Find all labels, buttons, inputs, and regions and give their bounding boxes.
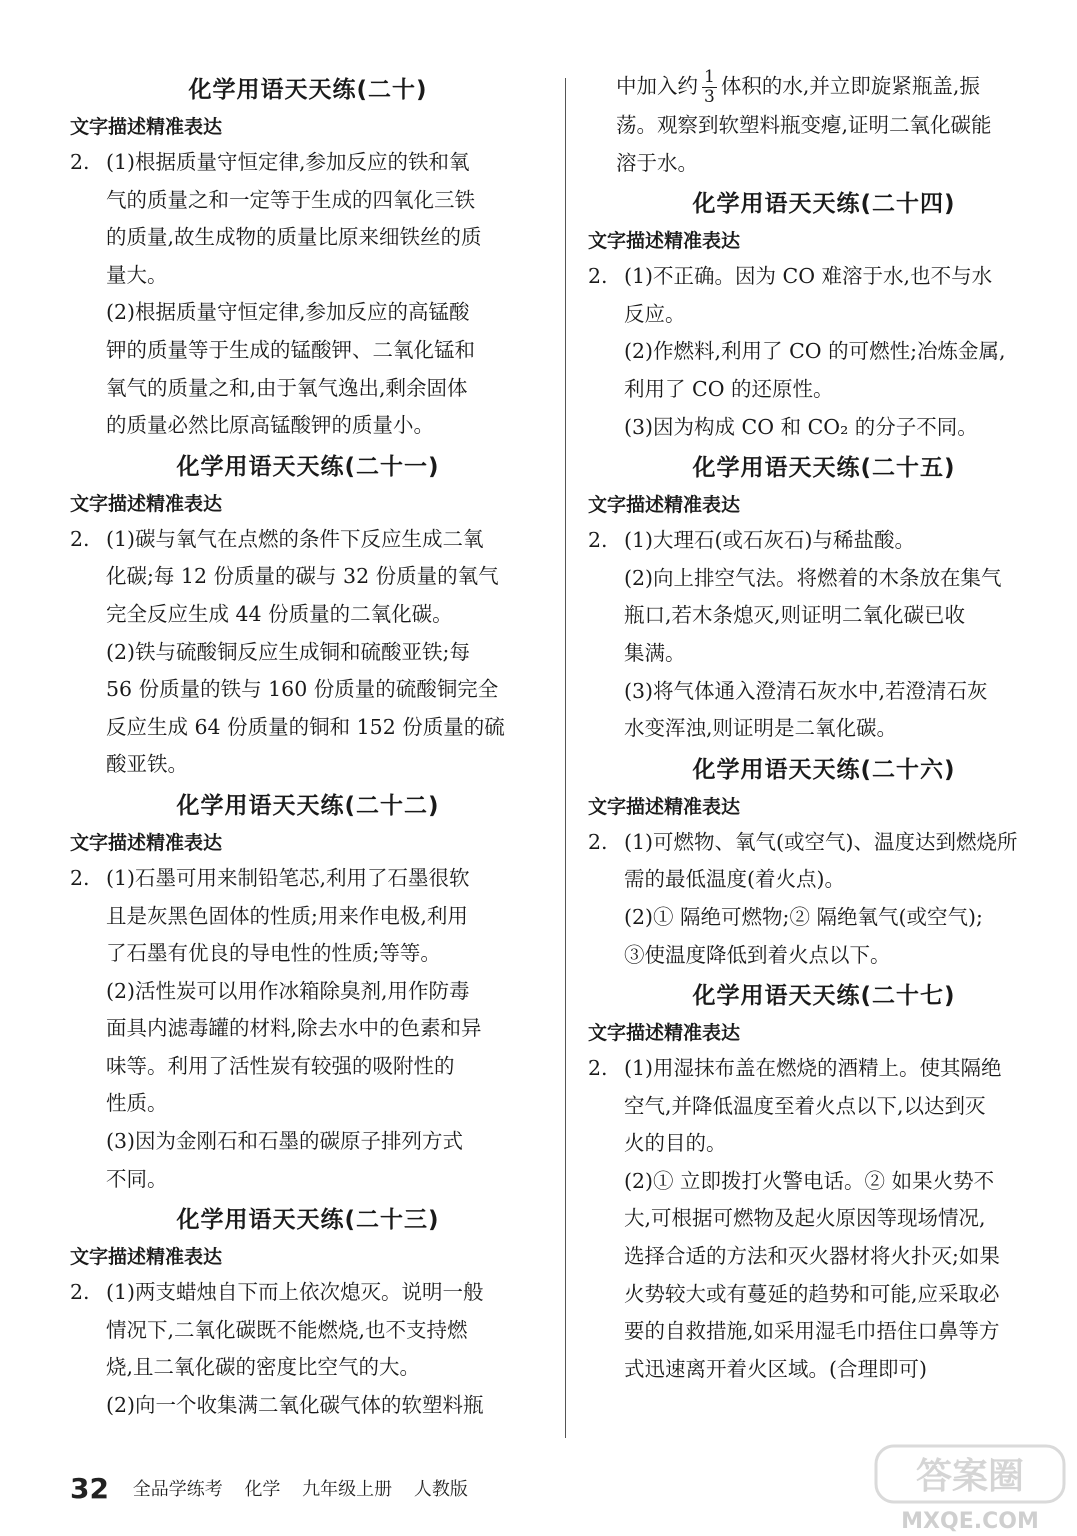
answer-line: 情况下,二氧化碳既不能燃烧,也不支持燃 [106,1317,468,1342]
answer-line: (3)将气体通入澄清石灰水中,若澄清石灰 [624,678,988,703]
section-title: 化学用语天天练(二十二) [176,792,440,819]
answer-line: 完全反应生成 44 份质量的二氧化碳。 [106,601,453,626]
section-title: 化学用语天天练(二十五) [692,455,956,482]
answer-line: 火的目的。 [624,1131,727,1156]
page-number: 32 [70,1472,109,1505]
fraction-denominator: 3 [704,87,715,107]
answer-line: 水变浑浊,则证明是二氧化碳。 [624,716,898,741]
section-title: 化学用语天天练(二十六) [692,756,956,783]
question-text: (1)石墨可用来制铅笔芯,利用了石墨很软 [106,865,470,890]
question-first-line [588,824,1060,862]
answer-line: 集满。 [624,640,686,665]
section-title: 化学用语天天练(二十一) [176,453,440,480]
answer-line: (3)因为金刚石和石墨的碳原子排列方式 [106,1129,464,1154]
answer-line: 烧,且二氧化碳的密度比空气的大。 [106,1355,421,1380]
section-subtitle: 文字描述精准表达 [588,1022,741,1045]
answer-line: 需的最低温度(着火点)。 [624,867,845,892]
continued-line: 溶于水。 [616,150,698,175]
answer-line: (2)作燃料,利用了 CO 的可燃性;冶炼金属, [624,339,1006,364]
question-first-line [70,144,546,182]
section-subtitle: 文字描述精准表达 [70,116,223,138]
answer-line: 大,可根据可燃物及起火原因等现场情况, [624,1206,986,1231]
page-footer [70,1472,484,1505]
answer-line: 反应。 [624,301,686,326]
answer-line: 酸亚铁。 [106,752,188,777]
answer-section [588,186,1060,446]
answer-line: 味等。利用了活性炭有较强的吸附性的 [106,1053,455,1078]
answer-line: 反应生成 64 份质量的铜和 152 份质量的硫 [106,714,505,739]
question-number: 2. [70,1280,90,1305]
answer-section [70,449,546,784]
answer-line: (3)因为构成 CO 和 CO₂ 的分子不同。 [624,414,978,439]
question-text: (1)碳与氧气在点燃的条件下反应生成二氧 [106,526,484,551]
section-title: 化学用语天天练(二十三) [176,1207,440,1234]
question-number: 2. [70,526,90,551]
answer-line: 瓶口,若木条熄灭,则证明二氧化碳已收 [624,603,966,628]
question-text: (1)用湿抹布盖在燃烧的酒精上。使其隔绝 [624,1056,1002,1081]
question-number: 2. [588,829,608,854]
answer-line: ③使温度降低到着火点以下。 [624,942,891,967]
answer-line: 钾的质量等于生成的锰酸钾、二氧化锰和 [106,337,475,362]
question-first-line [70,521,546,559]
column-divider [565,78,566,1438]
answer-line: 了石墨有优良的导电性的性质;等等。 [106,941,441,966]
answer-section [588,978,1060,1388]
question-text: (1)两支蜡烛自下而上依次熄灭。说明一般 [106,1280,484,1305]
question-first-line [70,1274,546,1312]
question-number: 2. [588,528,608,553]
question-text: (1)不正确。因为 CO 难溶于水,也不与水 [624,264,993,289]
question-first-line [588,258,1060,296]
answer-section [70,72,546,445]
question-number: 2. [70,150,90,174]
answer-line: 的质量必然比原高锰酸钾的质量小。 [106,413,434,438]
question-first-line [70,860,546,898]
continued-answer [588,68,1060,182]
subject-label: 化学 [244,1479,281,1500]
answer-line: (2)根据质量守恒定律,参加反应的高锰酸 [106,300,470,325]
answer-line: 的质量,故生成物的质量比原来细铁丝的质 [106,225,482,250]
question-first-line [588,1050,1060,1088]
answer-line: 空气,并降低温度至着火点以下,以达到灭 [624,1093,986,1118]
fraction-numerator: 1 [704,67,715,87]
text-segment: 体积的水,并立即旋紧瓶盖,振 [720,74,980,98]
answer-line: (2)铁与硫酸铜反应生成铜和硫酸亚铁;每 [106,639,470,664]
section-subtitle: 文字描述精准表达 [70,831,223,854]
answer-section [588,450,1060,748]
answer-section [70,788,546,1198]
section-title: 化学用语天天练(二十) [188,77,428,103]
answer-line: 性质。 [106,1091,168,1116]
answer-line: (2)① 隔绝可燃物;② 隔绝氧气(或空气); [624,904,983,929]
answer-line: 且是灰黑色固体的性质;用来作电极,利用 [106,903,468,928]
watermark-url-text: MXQE.COM [901,1509,1039,1534]
answer-line: 56 份质量的铁与 160 份质量的硫酸铜完全 [106,677,499,702]
text-segment: 中加入约 [616,74,698,98]
question-text: (1)根据质量守恒定律,参加反应的铁和氧 [106,150,470,174]
book-title: 全品学练考 [132,1479,223,1500]
question-number: 2. [588,264,608,289]
right-column [588,68,1060,1388]
section-title: 化学用语天天练(二十七) [692,983,956,1010]
answer-line: 面具内滤毒罐的材料,除去水中的色素和异 [106,1016,482,1041]
section-title: 化学用语天天练(二十四) [692,191,956,218]
question-text: (1)可燃物、氧气(或空气)、温度达到燃烧所 [624,829,1018,854]
answer-line: (2)向一个收集满二氧化碳气体的软塑料瓶 [106,1393,484,1418]
section-subtitle: 文字描述精准表达 [588,494,741,517]
section-subtitle: 文字描述精准表达 [588,795,741,818]
answer-line: 气的质量之和一定等于生成的四氧化三铁 [106,187,475,212]
question-text: (1)大理石(或石灰石)与稀盐酸。 [624,528,916,553]
continued-line: 荡。观察到软塑料瓶变瘪,证明二氧化碳能 [616,113,992,137]
answer-line: 式迅速离开着火区域。(合理即可) [624,1356,927,1381]
left-column [70,68,546,1425]
answer-line: 氧气的质量之和,由于氧气逸出,剩余固体 [106,375,468,400]
answer-line: 量大。 [106,262,168,287]
watermark-logo [870,1440,1070,1536]
answer-line: 火势较大或有蔓延的趋势和可能,应采取必 [624,1281,1000,1306]
continued-line [588,68,1060,107]
question-number: 2. [588,1056,608,1081]
question-number: 2. [70,865,90,890]
section-subtitle: 文字描述精准表达 [588,230,741,253]
question-first-line [588,522,1060,560]
fraction-one-third [702,68,717,107]
answer-line: 选择合适的方法和灭火器材将火扑灭;如果 [624,1244,1000,1269]
answer-line: (2)① 立即拨打火警电话。② 如果火势不 [624,1168,995,1193]
answer-line: 化碳;每 12 份质量的碳与 32 份质量的氧气 [106,564,499,589]
edition-label: 人教版 [413,1479,468,1500]
answer-line: 要的自救措施,如采用湿毛巾捂住口鼻等方 [624,1319,1000,1344]
watermark-logo-text: 答案圈 [915,1456,1025,1497]
section-subtitle: 文字描述精准表达 [70,492,223,515]
answer-section [588,752,1060,974]
answer-section [70,1202,546,1424]
answer-line: (2)向上排空气法。将燃着的木条放在集气 [624,565,1002,590]
section-subtitle: 文字描述精准表达 [70,1246,223,1269]
answer-line: (2)活性炭可以用作冰箱除臭剂,用作防毒 [106,978,470,1003]
grade-label: 九年级上册 [302,1479,393,1500]
answer-line: 不同。 [106,1166,168,1191]
answer-line: 利用了 CO 的还原性。 [624,376,834,401]
